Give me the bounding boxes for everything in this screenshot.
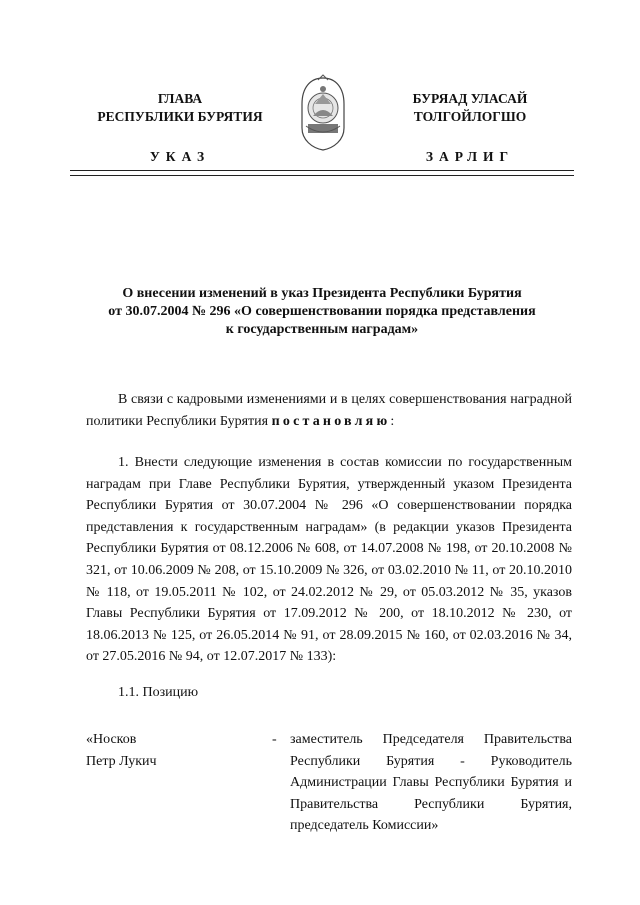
item-1-text: 1. Внести следующие изменения в состав комиссии по государственным наградам при Главе Республики Бурятия, утвержденный указом Президента Республики Бурятия от 30.07.2004 № 296 «О совершенствовании порядка представления к государственным наградам» (в редакции указов Президента Республики Бурятия от 08.12.2006 № 608, от 14.07.2008 № 198, от 20.10.2008 № 321, от 10.06.2009 № 208, от 15.10.2009 № 326, от 03.02.2010 № 11, от 20.10.2010 № 118, от 19.05.2011 № 102, от 24.02.2012 № 29, от 05.03.2012 № 35, указов Главы Республики Бурятия от 17.09.2012 № 200, от 18.10.2012 № 230, от 18.06.2013 № 125, от 26.05.2014 № 91, от 28.09.2015 № 160, от 02.03.2016 № 34, от 27.05.2016 № 94, от 12.07.2017 № 133): [86, 455, 572, 665]
decree-title-line2: от 30.07.2004 № 296 «О совершенствовании порядка представления [108, 304, 536, 319]
header-left-line1: ГЛАВА [157, 91, 203, 106]
intro-paragraph [86, 389, 572, 432]
header-divider-thick [70, 170, 574, 171]
coat-of-arms-icon [296, 74, 350, 152]
member-given-names: Петр Лукич [86, 753, 157, 769]
decree-verb: постановляю [271, 413, 391, 429]
header-left-line2: РЕСПУБЛИКИ БУРЯТИЯ [97, 109, 263, 124]
member-name [86, 729, 157, 772]
decree-title-line3: к государственным наградам» [225, 322, 419, 337]
member-dash: - [272, 732, 277, 747]
intro-text: В связи с кадровыми изменениями и в целях совершенствования наградной политики Республики Бурятия [86, 392, 572, 429]
member-role: заместитель Председателя Правительства Республики Бурятия - Руководитель Администрации Главы Республики Бурятия и Правительства Республики Бурятия, председатель Комиссии» [290, 732, 572, 834]
header-right-line1: БУРЯАД УЛАСАЙ [412, 91, 528, 106]
decree-title-line1: О внесении изменений в указ Президента Республики Бурятия [122, 286, 522, 301]
header-right-doc-type: ЗАРЛИГ [425, 149, 515, 164]
header-divider-thin [70, 175, 574, 176]
item-1-1-paragraph: 1.1. Позицию [118, 685, 199, 700]
header-left-doc-type: УКАЗ [149, 149, 211, 164]
header-left-block [70, 90, 290, 166]
decree-title [70, 285, 574, 339]
member-surname: «Носков [86, 732, 137, 747]
item-1-paragraph [86, 452, 572, 668]
header-right-block [370, 90, 570, 166]
intro-end: : [390, 413, 395, 429]
header-right-line2: ТОЛГОЙЛОГШО [413, 109, 527, 124]
